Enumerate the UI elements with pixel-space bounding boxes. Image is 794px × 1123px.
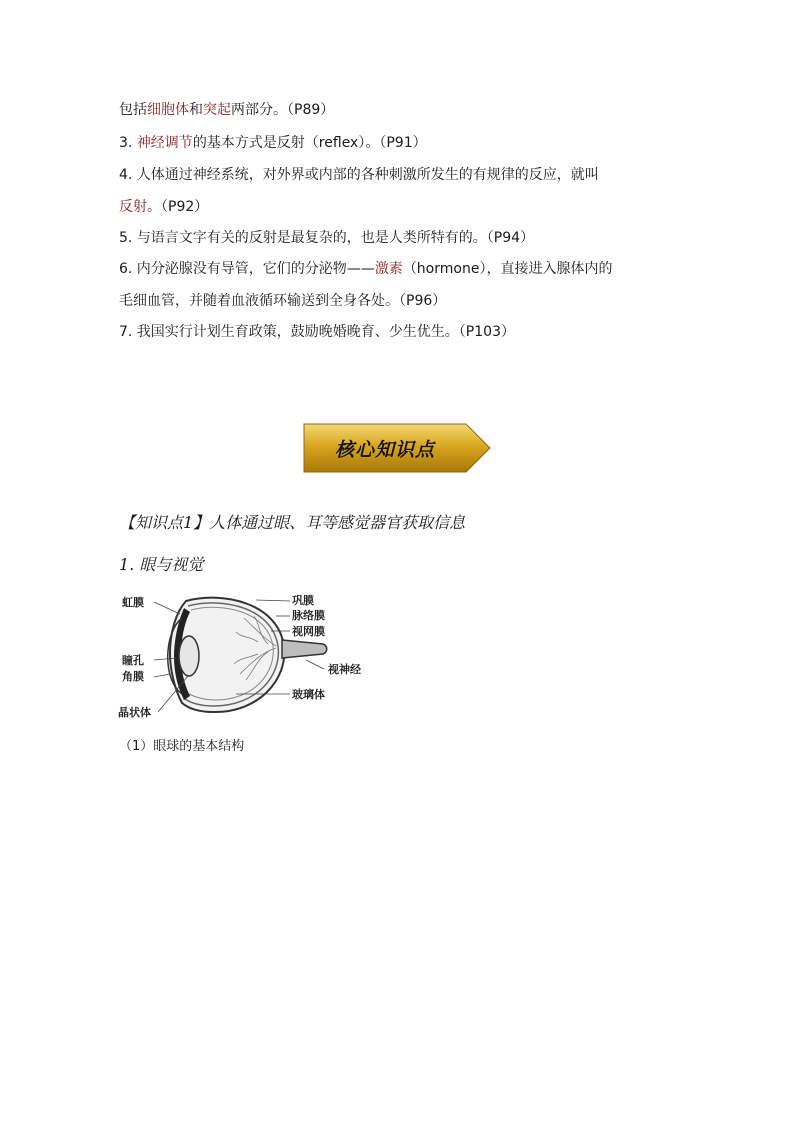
- eyeball-drawing: [118, 588, 378, 723]
- banner-label: 核心知识点: [334, 438, 435, 461]
- label-pupil: 瞳孔: [122, 654, 144, 667]
- label-lens: 晶状体: [118, 706, 151, 719]
- text-line-3: [119, 165, 599, 185]
- term-process: 突起: [203, 102, 231, 118]
- core-knowledge-banner: [303, 423, 491, 473]
- text: 两部分。（P89）: [231, 102, 335, 118]
- label-optic-nerve: 视神经: [328, 663, 361, 676]
- term-cell-body: 细胞体: [147, 102, 189, 118]
- text-line-8: [119, 322, 515, 342]
- text-line-4: [119, 197, 208, 217]
- label-iris: 虹膜: [122, 596, 144, 609]
- text: 7. 我国实行计划生育政策，鼓励晚婚晚育、少生优生。（P103）: [119, 324, 515, 340]
- text-line-2: [119, 133, 427, 153]
- eye-diagram: [118, 588, 378, 723]
- figure-caption: （1）眼球的基本结构: [119, 739, 245, 754]
- text: 6. 内分泌腺没有导管，它们的分泌物——: [119, 261, 375, 277]
- text: 和: [189, 102, 203, 118]
- text: 5. 与语言文字有关的反射是最复杂的，也是人类所特有的。（P94）: [119, 230, 535, 246]
- text-line-6: [119, 259, 612, 279]
- text: 的基本方式是反射（reflex）。（P91）: [192, 135, 427, 151]
- label-sclera: 巩膜: [292, 594, 314, 607]
- label-cornea: 角膜: [122, 670, 144, 683]
- term-reflex: 反射: [119, 199, 147, 215]
- text: 。（P92）: [147, 199, 209, 215]
- text: 包括: [119, 102, 147, 118]
- label-choroid: 脉络膜: [292, 609, 325, 622]
- knowledge-point-title: 【知识点1】人体通过眼、耳等感觉器官获取信息: [119, 513, 466, 532]
- text: 4. 人体通过神经系统，对外界或内部的各种刺激所发生的有规律的反应，就叫: [119, 167, 599, 183]
- text-line-7: [119, 291, 446, 311]
- label-vitreous: 玻璃体: [292, 688, 325, 701]
- label-retina: 视网膜: [292, 625, 325, 638]
- text: 毛细血管，并随着血液循环输送到全身各处。（P96）: [119, 293, 447, 309]
- term-neural-regulation: 神经调节: [136, 135, 193, 151]
- section-title: 1. 眼与视觉: [119, 555, 204, 574]
- text-line-1: [119, 100, 334, 120]
- term-hormone: 激素: [374, 261, 403, 277]
- text-line-5: [119, 228, 534, 248]
- text: （hormone），直接进入腺体内的: [402, 261, 613, 277]
- text: 3.: [119, 135, 137, 151]
